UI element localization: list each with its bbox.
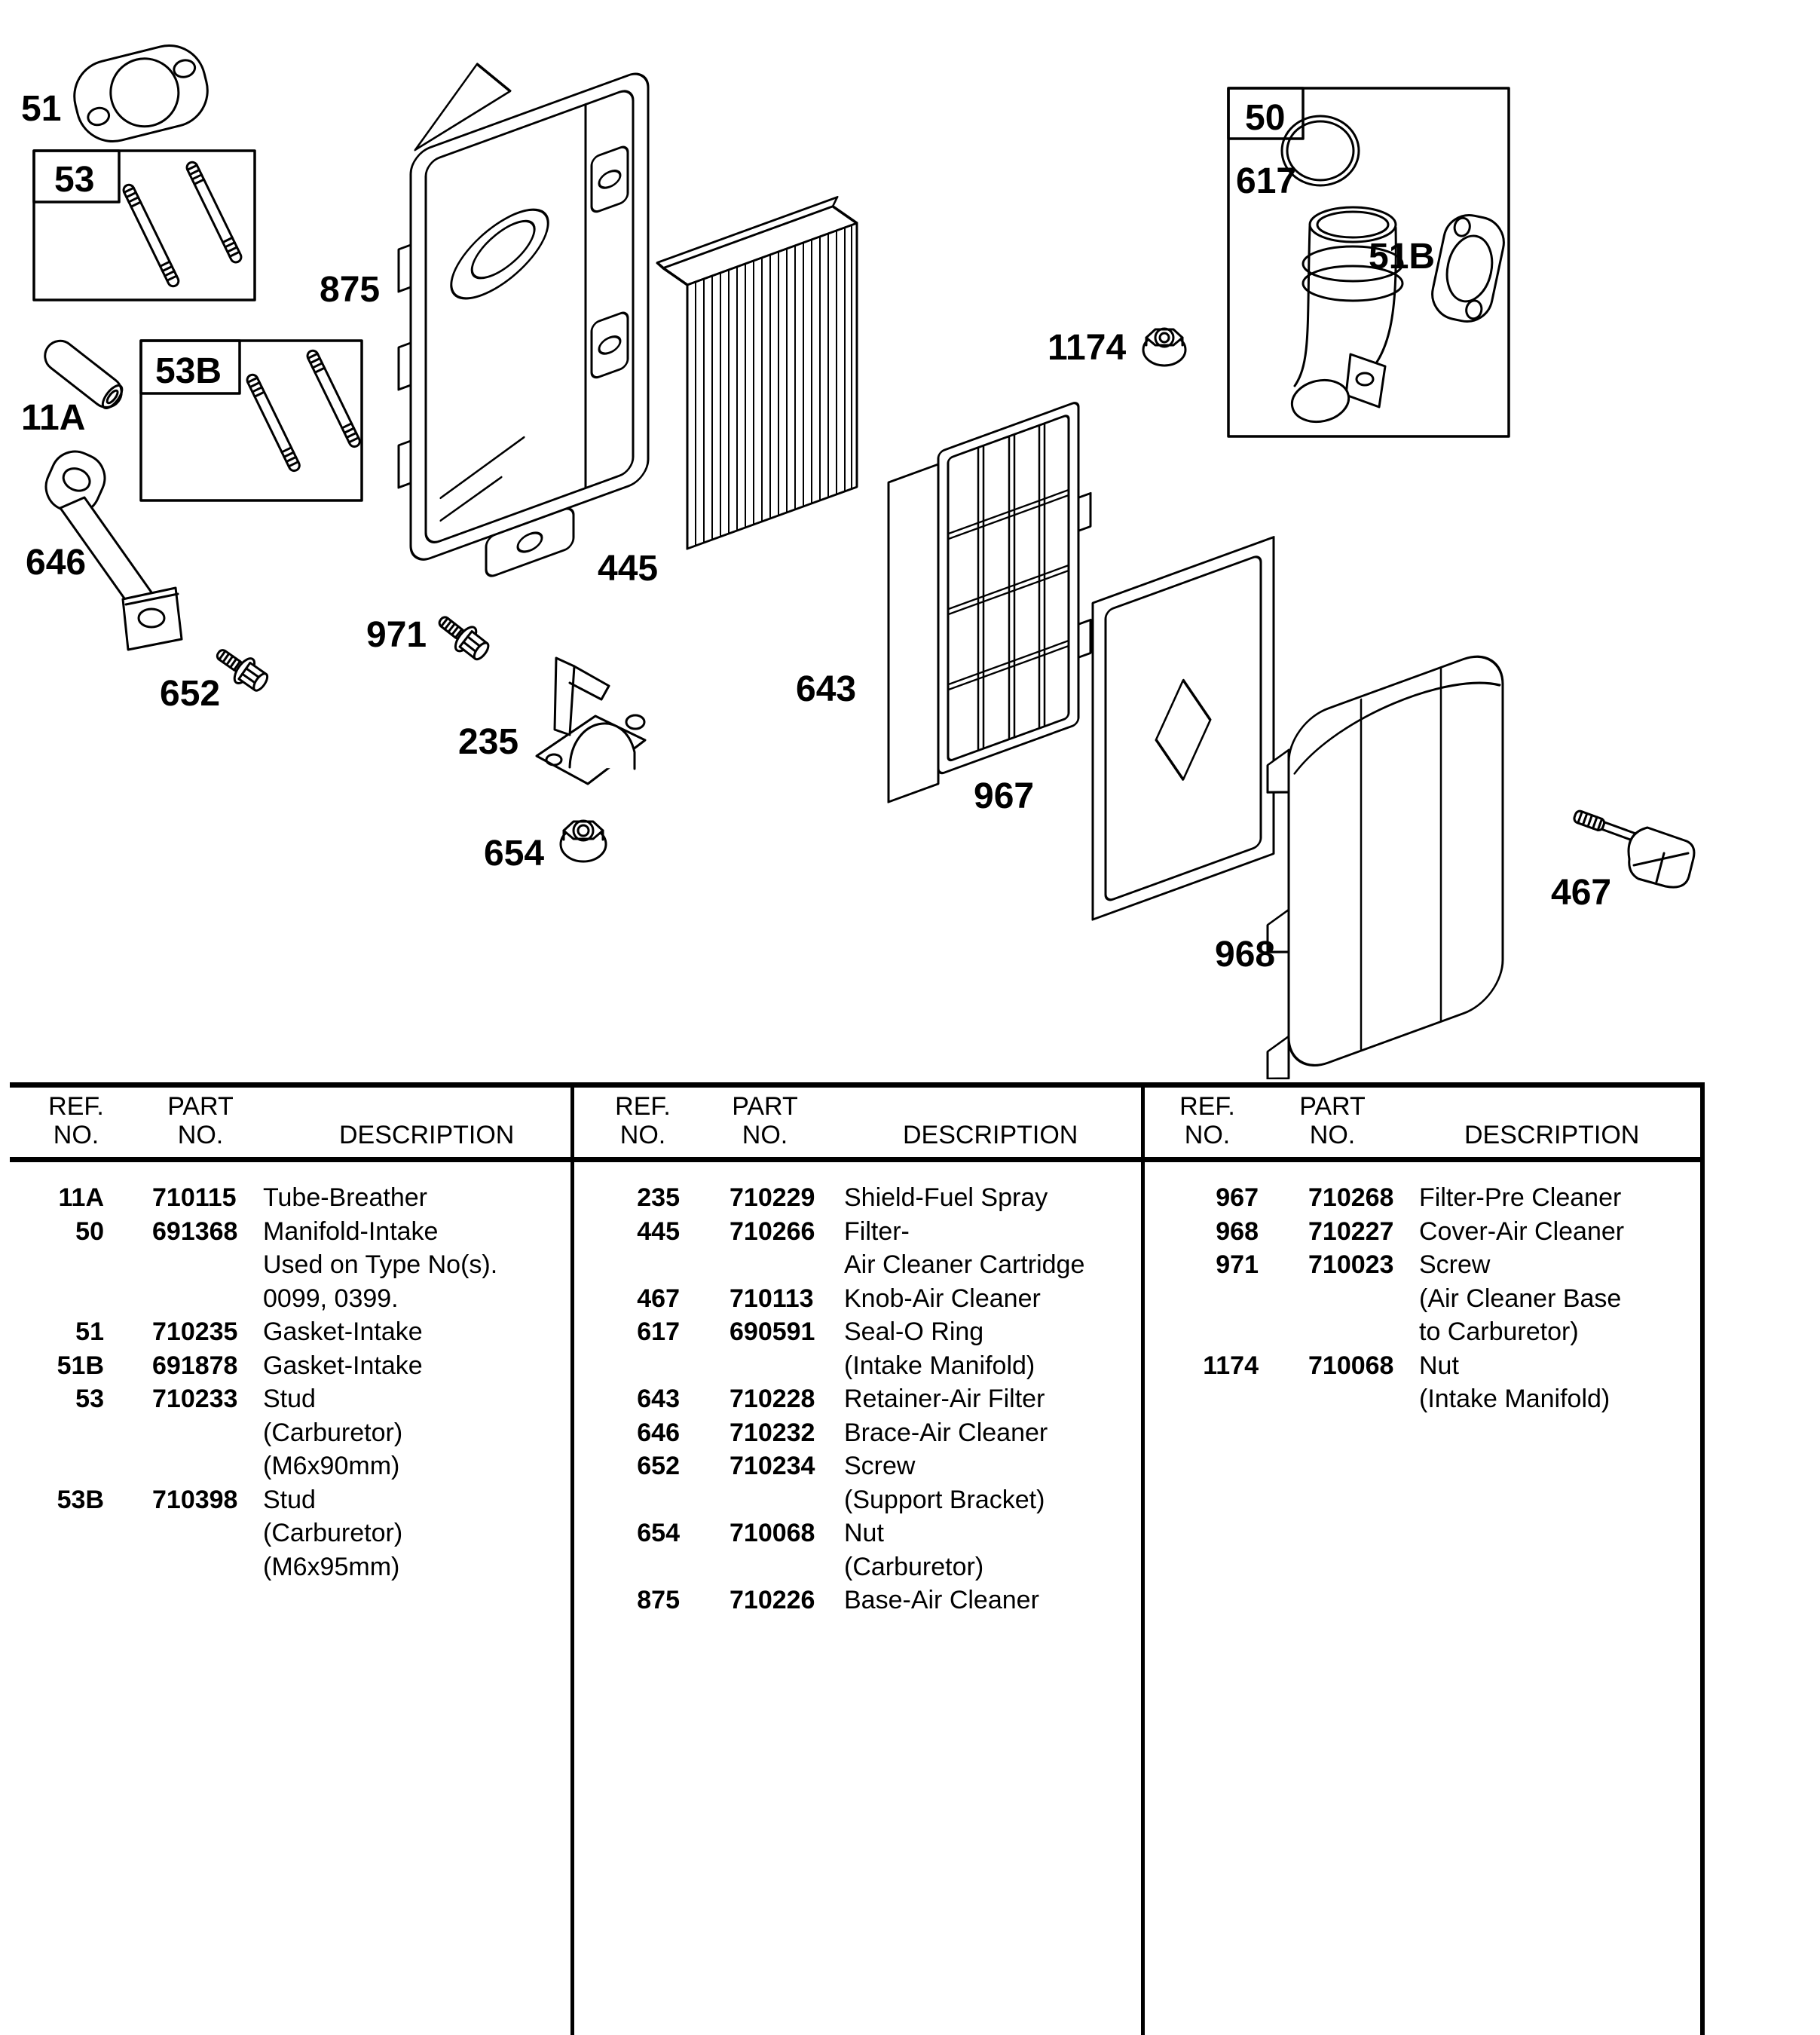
callout-label-53B: 53B [155,351,222,391]
description-cell: Used on Type No(s). [263,1250,498,1279]
callout-label-445: 445 [598,549,659,589]
ref-no-cell: 643 [637,1385,680,1413]
retainer-air-filter-643-drawing [889,396,1090,802]
description-cell: Air Cleaner Cartridge [844,1250,1085,1279]
ref-no-cell: 654 [637,1519,680,1547]
filter-air-cleaner-cartridge-445-drawing [657,190,857,559]
ref-no-cell: 53B [57,1485,104,1514]
ref-no-cell: 971 [1216,1250,1259,1279]
callout-label-617: 617 [1236,161,1297,201]
part-no-cell: 710398 [152,1485,238,1514]
description-cell: Base-Air Cleaner [844,1586,1039,1614]
part-no-cell: 690591 [730,1317,815,1346]
part-no-cell: 710068 [1308,1351,1394,1380]
ref-no-cell: 445 [637,1216,680,1246]
ref-no-cell: 51B [57,1351,104,1380]
table-row [0,1416,1820,1450]
callout-label-654: 654 [484,834,545,874]
table-row [0,1550,1820,1584]
part-no-cell: 710023 [1308,1250,1394,1279]
part-no-cell: 710268 [1308,1183,1394,1212]
callout-label-51B: 51B [1369,237,1436,277]
description-cell: (Carburetor) [263,1418,403,1447]
shield-fuel-spray-235-drawing [537,658,645,784]
ref-no-cell: 51 [75,1317,104,1346]
header-description: DESCRIPTION [903,1121,1078,1149]
header-description: DESCRIPTION [1464,1121,1640,1149]
description-cell: Screw [1419,1250,1491,1279]
header-description: DESCRIPTION [339,1121,515,1149]
header-part-no: PART NO. [732,1092,798,1149]
table-header-rule [10,1157,1705,1162]
part-no-cell: 710235 [152,1317,238,1346]
header-part-no: PART NO. [167,1092,234,1149]
callout-label-652: 652 [160,674,221,714]
callout-label-51: 51 [21,89,62,129]
part-no-cell: 710228 [730,1385,815,1413]
header-ref-no: REF. NO. [615,1092,671,1149]
header-ref-no: REF. NO. [1179,1092,1235,1149]
part-no-cell: 710113 [730,1284,814,1313]
ref-no-cell: 11A [58,1183,104,1212]
part-no-cell: 710234 [730,1452,815,1480]
stud-53B-drawing [306,349,362,448]
ref-no-cell: 1174 [1203,1351,1259,1380]
description-cell: Screw [844,1452,916,1480]
part-no-cell: 691878 [152,1351,238,1380]
description-cell: Retainer-Air Filter [844,1385,1045,1413]
ref-no-cell: 50 [75,1216,104,1246]
description-cell: Filter-Pre Cleaner [1419,1183,1622,1212]
description-cell: Cover-Air Cleaner [1419,1216,1625,1246]
table-row [0,1349,1820,1383]
ref-no-cell: 617 [637,1317,680,1346]
table-row [0,1516,1820,1550]
nut-intake-manifold-1174-drawing [1143,329,1185,366]
description-cell: Stud [263,1485,316,1514]
header-ref-no: REF. NO. [48,1092,104,1149]
table-row [0,1215,1820,1249]
ref-no-cell: 646 [637,1418,680,1447]
callout-label-646: 646 [26,543,87,583]
table-row [0,1449,1820,1483]
part-no-cell: 710232 [730,1418,815,1447]
table-row [0,1584,1820,1617]
gasket-intake-51-drawing [67,38,216,148]
screw-971-drawing [432,608,494,666]
part-no-cell: 710227 [1308,1216,1394,1246]
description-cell: to Carburetor) [1419,1317,1579,1346]
description-cell: (Carburetor) [263,1519,403,1547]
table-row [0,1315,1820,1349]
part-no-cell: 710115 [152,1183,237,1212]
description-cell: Filter- [844,1216,910,1246]
description-cell: (M6x95mm) [263,1552,400,1581]
callout-label-875: 875 [320,270,381,310]
description-cell: 0099, 0399. [263,1284,399,1313]
stud-53B-drawing [246,373,301,473]
part-no-cell: 691368 [152,1216,238,1246]
table-row [0,1382,1820,1416]
callout-label-53: 53 [54,160,95,200]
table-row [0,1248,1820,1282]
part-no-cell: 710229 [730,1183,815,1212]
description-cell: Gasket-Intake [263,1317,423,1346]
callout-label-235: 235 [458,722,519,762]
description-cell: Knob-Air Cleaner [844,1284,1041,1313]
ref-no-cell: 235 [637,1183,680,1212]
description-cell: Gasket-Intake [263,1351,423,1380]
part-no-cell: 710226 [730,1586,815,1614]
description-cell: (Intake Manifold) [1419,1385,1610,1413]
ref-no-cell: 875 [637,1586,680,1614]
description-cell: (Intake Manifold) [844,1351,1035,1380]
callout-label-467: 467 [1551,873,1612,913]
description-cell: Tube-Breather [263,1183,427,1212]
header-part-no: PART NO. [1299,1092,1366,1149]
description-cell: Nut [1419,1351,1459,1380]
ref-no-cell: 967 [1216,1183,1259,1212]
part-no-cell: 710233 [152,1385,238,1413]
table-top-rule [10,1082,1705,1088]
callout-label-11A: 11A [21,398,86,438]
stud-53-drawing [185,161,243,264]
stud-53-drawing [122,183,180,288]
description-cell: Nut [844,1519,884,1547]
filter-pre-cleaner-967-drawing [1093,537,1274,920]
callout-label-1174: 1174 [1048,328,1127,368]
description-cell: (Carburetor) [844,1552,984,1581]
table-row [0,1282,1820,1316]
description-cell: Shield-Fuel Spray [844,1183,1048,1212]
part-no-cell: 710068 [730,1519,815,1547]
parts-list-column-3 [0,1181,1820,1416]
callout-label-968: 968 [1215,935,1276,975]
description-cell: Stud [263,1385,316,1413]
cover-air-cleaner-968-drawing [1268,645,1503,1079]
nut-carburetor-654-drawing [561,821,606,861]
description-cell: Brace-Air Cleaner [844,1418,1048,1447]
base-air-cleaner-875-drawing [399,2,648,610]
description-cell: Manifold-Intake [263,1216,439,1246]
ref-no-cell: 968 [1216,1216,1259,1246]
description-cell: (Air Cleaner Base [1419,1284,1622,1313]
part-no-cell: 710266 [730,1216,815,1246]
ref-no-cell: 53 [75,1385,104,1413]
callout-label-643: 643 [796,669,857,709]
description-cell: (Support Bracket) [844,1485,1045,1514]
callout-label-967: 967 [974,776,1035,816]
callout-label-971: 971 [366,615,427,655]
table-row [0,1483,1820,1517]
table-row [0,1181,1820,1215]
description-cell: Seal-O Ring [844,1317,984,1346]
callout-label-50: 50 [1245,98,1286,138]
gasket-intake-51B-drawing [1427,210,1508,326]
ref-no-cell: 467 [637,1284,680,1313]
description-cell: (M6x90mm) [263,1452,400,1480]
ref-no-cell: 652 [637,1452,680,1480]
